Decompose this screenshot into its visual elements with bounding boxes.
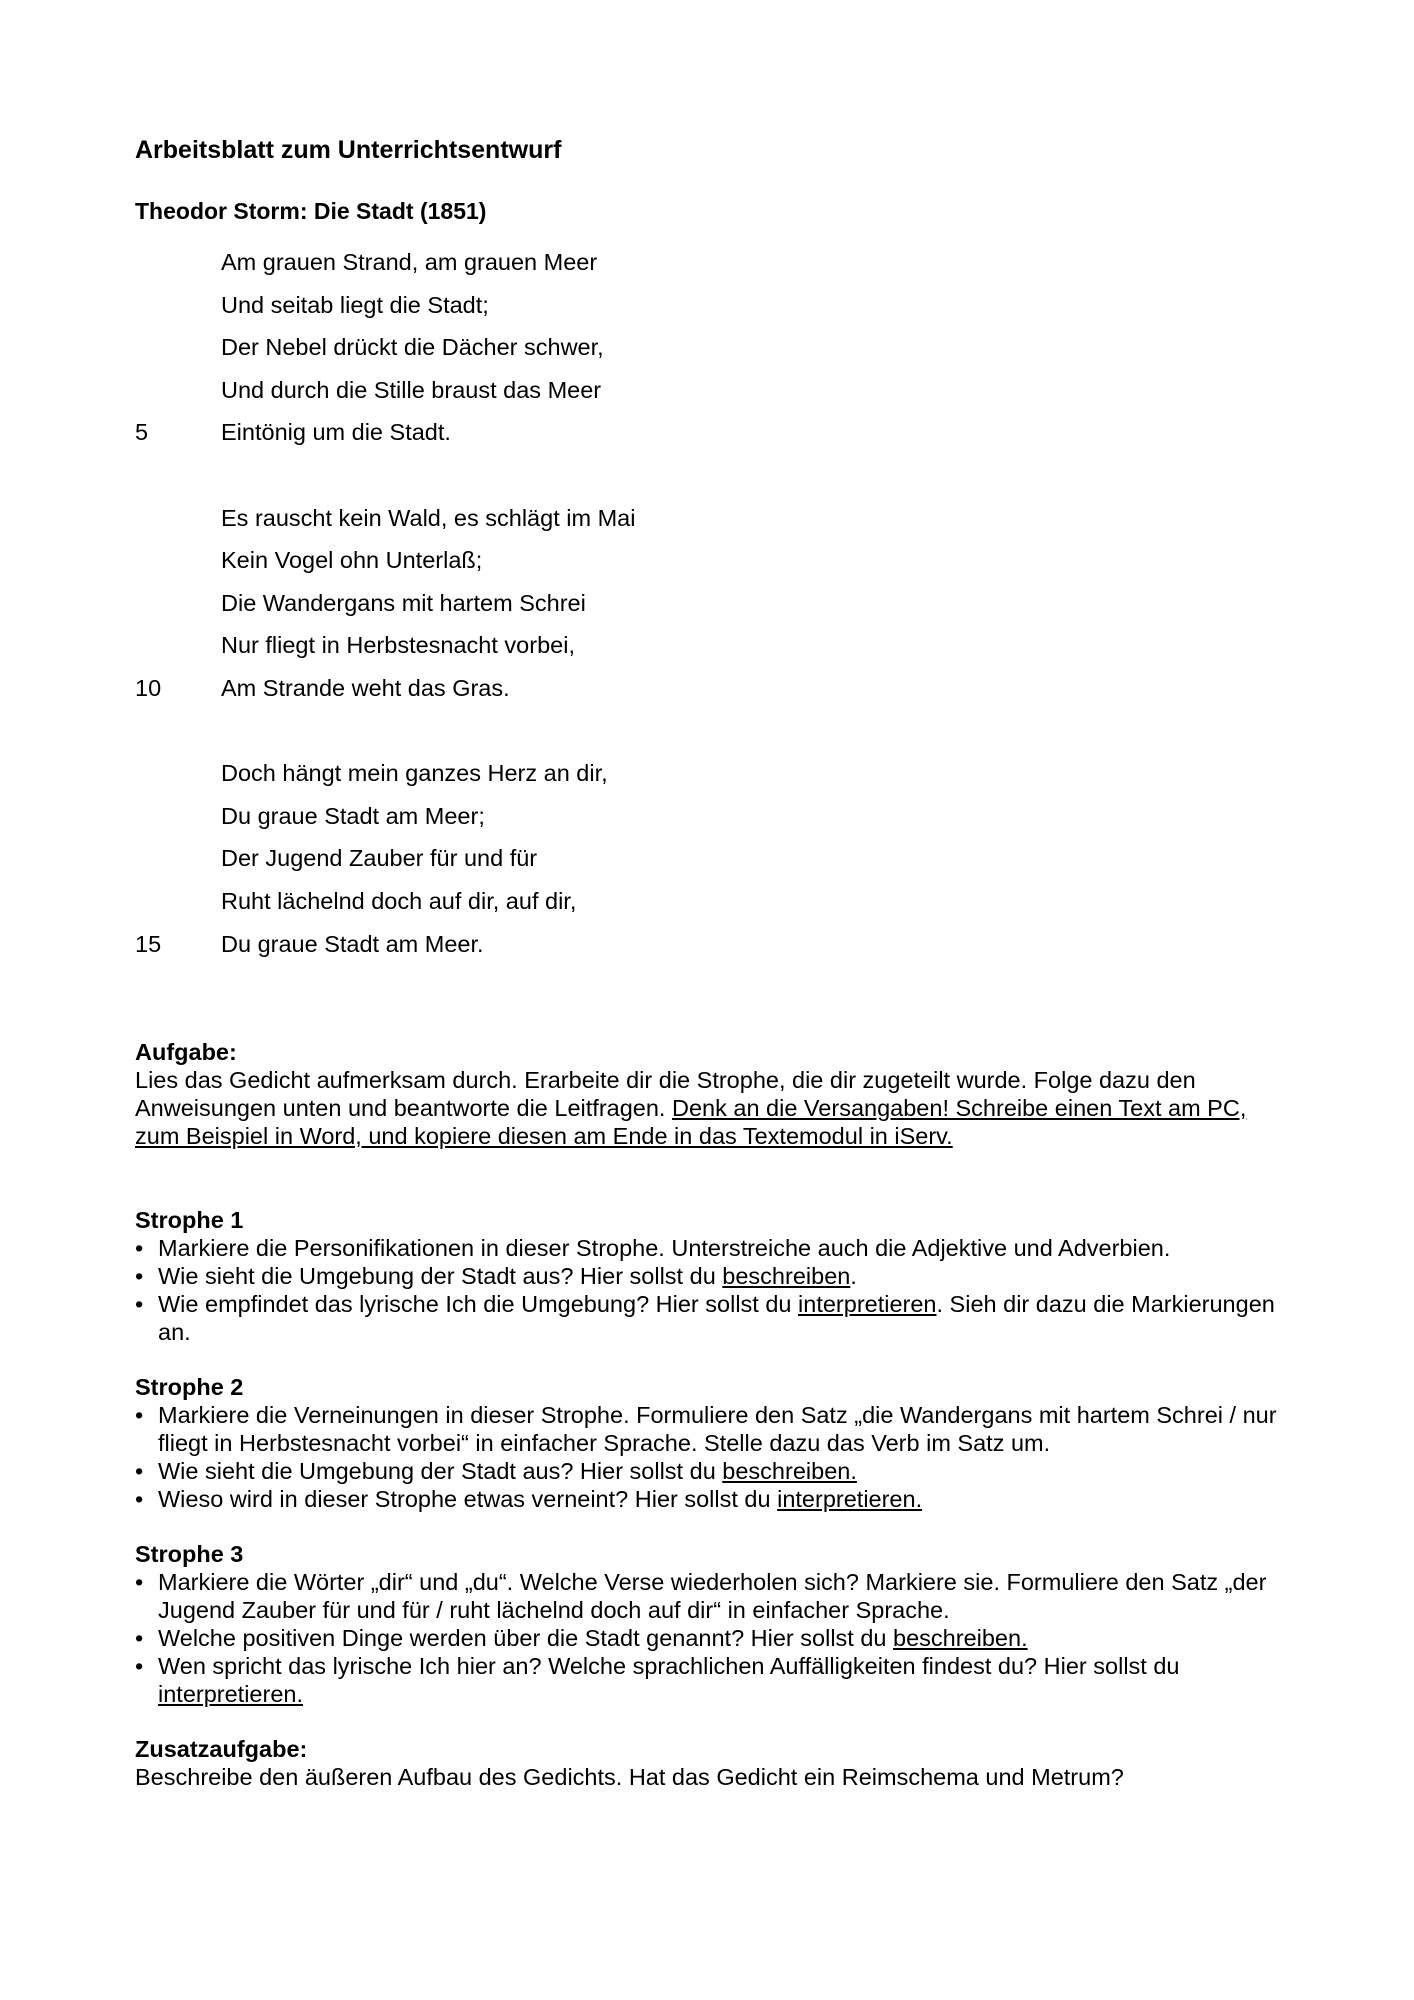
- verse-text: Du graue Stadt am Meer.: [221, 930, 484, 957]
- task-text: . Sieh dir dazu die Markierungen an.: [158, 1291, 1275, 1345]
- stanza-3: [135, 752, 935, 965]
- line-number: 15: [135, 930, 162, 957]
- verse-line: [135, 624, 935, 667]
- verse-line: [135, 411, 935, 454]
- strophe-1-heading: Strophe 1: [135, 1207, 244, 1233]
- line-number: 5: [135, 419, 149, 446]
- verse-text: Der Jugend Zauber für und für: [221, 845, 538, 872]
- bullet: •: [135, 1486, 144, 1512]
- bullet: •: [135, 1569, 144, 1595]
- strophe-1-list: [135, 1234, 1285, 1346]
- task-text: Welche positiven Dinge werden über die Stadt genannt? Hier sollst du: [158, 1625, 894, 1651]
- strophe-2-list: [135, 1401, 1285, 1513]
- verse-text: Kein Vogel ohn Unterlaß;: [221, 547, 483, 574]
- task-text: Markiere die Verneinungen in dieser Strophe. Formuliere den Satz „die Wandergans mit hartem Schrei / nur fliegt in Herbstesnacht vorbei“ in einfacher Sprache. Stelle dazu das Verb im Satz um.: [158, 1402, 1277, 1456]
- list-item: [135, 1568, 1285, 1624]
- worksheet-title: Arbeitsblatt zum Unterrichtsentwurf: [135, 136, 562, 164]
- verse-text: Und durch die Stille braust das Meer: [221, 376, 602, 403]
- task-text: Wie empfindet das lyrische Ich die Umgebung? Hier sollst du: [158, 1291, 799, 1317]
- verse-text: Der Nebel drückt die Dächer schwer,: [221, 334, 604, 361]
- bullet: •: [135, 1402, 144, 1428]
- task-text: Markiere die Personifikationen in dieser Strophe. Unterstreiche auch die Adjektive und Adverbien.: [158, 1235, 1171, 1261]
- verse-line: [135, 667, 935, 710]
- verse-line: [135, 369, 935, 412]
- verse-line: [135, 497, 935, 540]
- line-number: 10: [135, 674, 162, 701]
- task-text: Wie sieht die Umgebung der Stadt aus? Hier sollst du: [158, 1458, 723, 1484]
- verse-text: Nur fliegt in Herbstesnacht vorbei,: [221, 632, 575, 659]
- strophe-1-block: [135, 1206, 1285, 1346]
- poem-title: Theodor Storm: Die Stadt (1851): [135, 198, 487, 224]
- verse-text: Die Wandergans mit hartem Schrei: [221, 589, 586, 616]
- verse-text: Ruht lächelnd doch auf dir, auf dir,: [221, 887, 577, 914]
- verse-text: Doch hängt mein ganzes Herz an dir,: [221, 760, 608, 787]
- bullet: •: [135, 1458, 144, 1484]
- verse-text: Du graue Stadt am Meer;: [221, 802, 485, 829]
- task-text: Markiere die Wörter „dir“ und „du“. Welche Verse wiederholen sich? Markiere sie. Formuliere den Satz „der Jugend Zauber für und für / ruht lächelnd doch auf dir“ in einfacher Sprache.: [158, 1569, 1267, 1623]
- zusatz-block: [135, 1735, 1285, 1791]
- aufgabe-heading: Aufgabe:: [135, 1039, 237, 1065]
- task-keyword: interpretieren.: [777, 1486, 923, 1512]
- stanza-gap: [135, 454, 935, 497]
- strophe-2-heading: Strophe 2: [135, 1374, 244, 1400]
- task-keyword: beschreiben.: [722, 1458, 857, 1484]
- list-item: [135, 1624, 1285, 1652]
- zusatz-text: Beschreibe den äußeren Aufbau des Gedichts. Hat das Gedicht ein Reimschema und Metrum?: [135, 1764, 1124, 1790]
- verse-line: [135, 284, 935, 327]
- list-item: [135, 1290, 1285, 1346]
- strophe-3-list: [135, 1568, 1285, 1708]
- task-text: .: [850, 1263, 857, 1289]
- strophe-2-block: [135, 1373, 1285, 1513]
- aufgabe-underlined-note: Denk an die Versangaben! Schreibe einen Text am PC, zum Beispiel in Word, und kopiere diesen am Ende in das Textemodul in iServ.: [135, 1095, 1247, 1149]
- bullet: •: [135, 1291, 144, 1317]
- verse-text: Am grauen Strand, am grauen Meer: [221, 249, 598, 275]
- bullet: •: [135, 1625, 144, 1651]
- task-keyword: interpretieren.: [158, 1681, 303, 1707]
- bullet: •: [135, 1235, 144, 1261]
- list-item: [135, 1234, 1285, 1262]
- list-item: [135, 1485, 1285, 1513]
- task-text: Wen spricht das lyrische Ich hier an? Welche sprachlichen Auffälligkeiten findest du? Hier sollst du: [158, 1653, 1180, 1679]
- stanza-2: [135, 497, 935, 710]
- verse-line: [135, 582, 935, 625]
- verse-line: [135, 923, 935, 966]
- list-item: [135, 1652, 1285, 1708]
- verse-text: Es rauscht kein Wald, es schlägt im Mai: [221, 504, 636, 531]
- poem: [135, 241, 935, 965]
- verse-line: [135, 752, 935, 795]
- task-keyword: beschreiben: [722, 1263, 851, 1289]
- verse-line: [135, 880, 935, 923]
- list-item: [135, 1401, 1285, 1457]
- bullet: •: [135, 1263, 144, 1289]
- stanza-gap: [135, 710, 935, 753]
- task-text: Wie sieht die Umgebung der Stadt aus? Hier sollst du: [158, 1263, 723, 1289]
- aufgabe-block: [135, 1038, 1285, 1150]
- zusatz-heading: Zusatzaufgabe:: [135, 1736, 308, 1762]
- task-text: Wieso wird in dieser Strophe etwas verneint? Hier sollst du: [158, 1486, 778, 1512]
- verse-line: [135, 795, 935, 838]
- verse-line: [135, 539, 935, 582]
- task-keyword: beschreiben.: [893, 1625, 1028, 1651]
- verse-text: Am Strande weht das Gras.: [221, 674, 510, 701]
- stanza-1: [135, 241, 935, 454]
- verse-line: [135, 326, 935, 369]
- verse-text: Eintönig um die Stadt.: [221, 419, 451, 446]
- tasks-section: [135, 1038, 1285, 1791]
- strophe-3-heading: Strophe 3: [135, 1541, 244, 1567]
- task-keyword: interpretieren: [798, 1291, 937, 1317]
- strophe-3-block: [135, 1540, 1285, 1708]
- list-item: [135, 1262, 1285, 1290]
- list-item: [135, 1457, 1285, 1485]
- verse-text: Und seitab liegt die Stadt;: [221, 291, 489, 318]
- aufgabe-text: [135, 1066, 1285, 1150]
- verse-line: [135, 241, 935, 284]
- verse-line: [135, 837, 935, 880]
- aufgabe-instructions: Lies das Gedicht aufmerksam durch. Erarbeite dir die Strophe, die dir zugeteilt wurde. Folge dazu den Anweisungen unten und beantworte die Leitfragen.: [135, 1067, 1196, 1121]
- bullet: •: [135, 1653, 144, 1679]
